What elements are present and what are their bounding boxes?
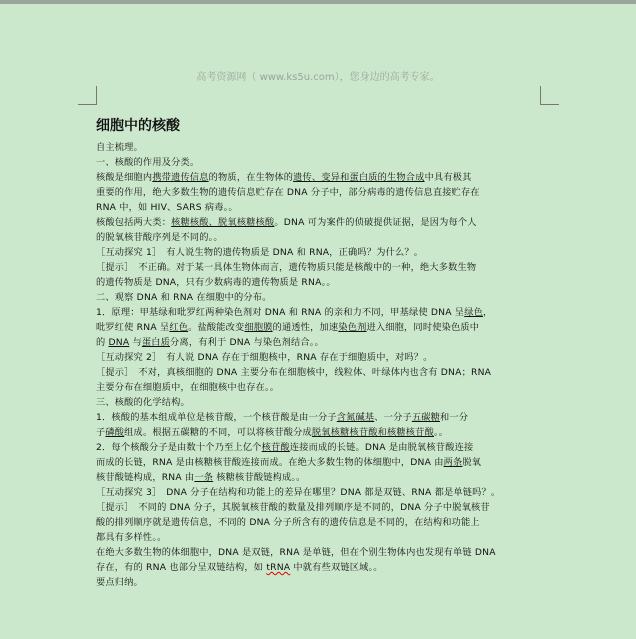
text-run: 一、核酸的作用及分类。 bbox=[96, 157, 200, 168]
body-line bbox=[96, 155, 544, 170]
body-line bbox=[96, 425, 544, 440]
underlined-term: 磷酸 bbox=[105, 427, 125, 438]
text-run: ， bbox=[482, 307, 493, 318]
body-line bbox=[96, 305, 544, 320]
text-run: ［提示］ 不同的 DNA 分子，其脱氧核苷酸的数量及排列顺序是不同的，DNA 分子中脱氧核苷 bbox=[96, 502, 490, 513]
body-line bbox=[96, 560, 544, 575]
underlined-term: 含氮碱基 bbox=[336, 412, 375, 423]
underlined-term: 蛋白质 bbox=[141, 337, 171, 348]
body-line bbox=[96, 395, 544, 410]
underlined-term: 一条 bbox=[194, 472, 214, 483]
text-run: 。盐酸能改变 bbox=[188, 322, 245, 333]
text-run: ［提示］ 不对，真核细胞的 DNA 主要分布在细胞核中，线粒体、叶绿体内也含有 DNA；RNA bbox=[96, 367, 492, 378]
underlined-term: 携带遗传信息 bbox=[152, 172, 209, 183]
body-line bbox=[96, 245, 544, 260]
text-run: 的 bbox=[96, 337, 109, 348]
text-run: 子 bbox=[96, 427, 106, 438]
underlined-term: 核糖核酸、脱氧核糖核酸 bbox=[171, 217, 275, 228]
text-run: 中就有些双链区域。。 bbox=[290, 562, 383, 573]
body-line bbox=[96, 215, 544, 230]
text-run: 。。 bbox=[433, 427, 449, 438]
underlined-term: DNA bbox=[108, 337, 130, 348]
body-line bbox=[96, 410, 544, 425]
text-run: 主要分布在细胞质中，在细胞核中也存在。。 bbox=[96, 382, 280, 393]
body-line bbox=[96, 230, 544, 245]
text-run: 的通透性，加速 bbox=[272, 322, 339, 333]
text-run: 核糖核苷酸链构成。。 bbox=[213, 472, 306, 483]
text-run: 和一分 bbox=[440, 412, 469, 423]
text-run: 的物质，在生物体的 bbox=[208, 172, 294, 183]
text-run: 核酸包括两大类： bbox=[96, 217, 172, 228]
underlined-term: 两条 bbox=[443, 457, 463, 468]
body-line bbox=[96, 485, 544, 500]
underlined-term: 染色剂 bbox=[338, 322, 367, 333]
text-run: 二、观察 DNA 和 RNA 在细胞中的分布。 bbox=[96, 292, 272, 303]
text-run: 分离，有利于 DNA 与染色剂结合。。 bbox=[170, 337, 324, 348]
text-run: 都具有多样性。。 bbox=[96, 532, 167, 543]
text-run: ［互动探究 1］ 有人说生物的遗传物质是 DNA 和 RNA，正确吗？为什么？。 bbox=[96, 247, 424, 258]
body-line bbox=[96, 290, 544, 305]
text-run: 核酸是细胞内 bbox=[96, 172, 153, 183]
body-line bbox=[96, 470, 544, 485]
underlined-term: 遗传、变异和蛋白质的生物合成 bbox=[293, 172, 425, 183]
body-line bbox=[96, 455, 544, 470]
margin-corner-right bbox=[540, 86, 559, 105]
text-run: 1．原理：甲基绿和吡罗红两种染色剂对 DNA 和 RNA 的亲和力不同，甲基绿使 DNA 呈 bbox=[96, 307, 465, 318]
underlined-term: 绿色 bbox=[464, 307, 483, 318]
document-body[interactable] bbox=[96, 140, 544, 590]
text-run: 的脱氧核苷酸序列是不同的。。 bbox=[96, 232, 223, 243]
text-run: 存在，有的 RNA 也部分呈双链结构，如 bbox=[96, 562, 267, 573]
underlined-term: 核苷酸 bbox=[261, 442, 290, 453]
spellcheck-flagged-text: tRNA bbox=[266, 562, 291, 573]
text-run: 1．核酸的基本组成单位是核苷酸，一个核苷酸是由一分子 bbox=[96, 412, 337, 423]
text-run: RNA 中，如 HIV、SARS 病毒。。 bbox=[96, 202, 238, 213]
body-line bbox=[96, 530, 544, 545]
text-run: 进入细胞，同时使染色质中 bbox=[366, 322, 480, 333]
margin-corner-left bbox=[78, 86, 97, 105]
text-run: 脱氧 bbox=[462, 457, 482, 468]
text-run: 、一分子 bbox=[374, 412, 412, 423]
body-line bbox=[96, 545, 544, 560]
text-run: ［提示］ 不正确。对于某一具体生物体而言，遗传物质只能是核酸中的一种，绝大多数生物 bbox=[96, 262, 477, 273]
underlined-term: 脱氧核糖核苷酸和核糖核苷酸 bbox=[311, 427, 434, 438]
body-line bbox=[96, 170, 544, 185]
text-run: 重要的作用，绝大多数生物的遗传信息贮存在 DNA 分子中，部分病毒的遗传信息直接贮存在 bbox=[96, 187, 480, 198]
text-run: 核苷酸链构成，RNA 由 bbox=[96, 472, 195, 483]
text-run: 要点归纳。 bbox=[96, 577, 143, 588]
body-line bbox=[96, 575, 544, 590]
text-run: 2．每个核酸分子是由数十个乃至上亿个 bbox=[96, 442, 262, 453]
body-line bbox=[96, 260, 544, 275]
underlined-term: 五碳糖 bbox=[411, 412, 441, 423]
text-run: 与 bbox=[129, 337, 142, 348]
body-line bbox=[96, 515, 544, 530]
body-line bbox=[96, 500, 544, 515]
body-line bbox=[96, 200, 544, 215]
body-line bbox=[96, 335, 544, 350]
document-title: 细胞中的核酸 bbox=[96, 118, 180, 134]
text-run: 酸的排列顺序就是遗传信息，不同的 DNA 分子所含有的遗传信息是不同的，在结构和功能上 bbox=[96, 517, 480, 528]
text-run: 中具有极其 bbox=[424, 172, 472, 183]
body-line bbox=[96, 440, 544, 455]
text-run: 的遗传物质是 DNA，只有少数病毒的遗传物质是 RNA。。 bbox=[96, 277, 336, 288]
text-run: ［互动探究 2］ 有人说 DNA 存在于细胞核中，RNA 存在于细胞质中，对吗？。 bbox=[96, 352, 433, 363]
text-run: 而成的长链，RNA 是由核糖核苷酸连接而成。在绝大多数生物的体细胞中，DNA 由 bbox=[96, 457, 444, 468]
text-run: ［互动探究 3］ DNA 分子在结构和功能上的差异在哪里？DNA 都是双链、RNA 都是单链吗？。 bbox=[96, 487, 501, 498]
body-line bbox=[96, 380, 544, 395]
text-run: 三、核酸的化学结构。 bbox=[96, 397, 190, 408]
page-header: 高考资源网（ www.ks5u.com），您身边的高考专家。 bbox=[196, 72, 440, 83]
underlined-term: 红色 bbox=[169, 322, 189, 333]
text-run: 吡罗红使 RNA 呈 bbox=[96, 322, 170, 333]
body-line bbox=[96, 185, 544, 200]
text-run: 自主梳理。 bbox=[96, 142, 143, 153]
text-run: 连接而成的长链。DNA 是由脱氧核苷酸连接 bbox=[289, 442, 474, 453]
body-line bbox=[96, 365, 544, 380]
text-run: 组成。根据五碳糖的不同，可以将核苷酸分成 bbox=[124, 427, 312, 438]
text-run: 。DNA 可为案件的侦破提供证据，是因为每个人 bbox=[274, 217, 477, 228]
body-line bbox=[96, 320, 544, 335]
body-line bbox=[96, 350, 544, 365]
body-line bbox=[96, 140, 544, 155]
underlined-term: 细胞膜 bbox=[244, 322, 273, 333]
body-line bbox=[96, 275, 544, 290]
text-run: 在绝大多数生物的体细胞中，DNA 是双链，RNA 是单链，但在个别生物体内也发现有单链 DNA bbox=[96, 547, 496, 558]
window-top-edge bbox=[0, 0, 636, 4]
